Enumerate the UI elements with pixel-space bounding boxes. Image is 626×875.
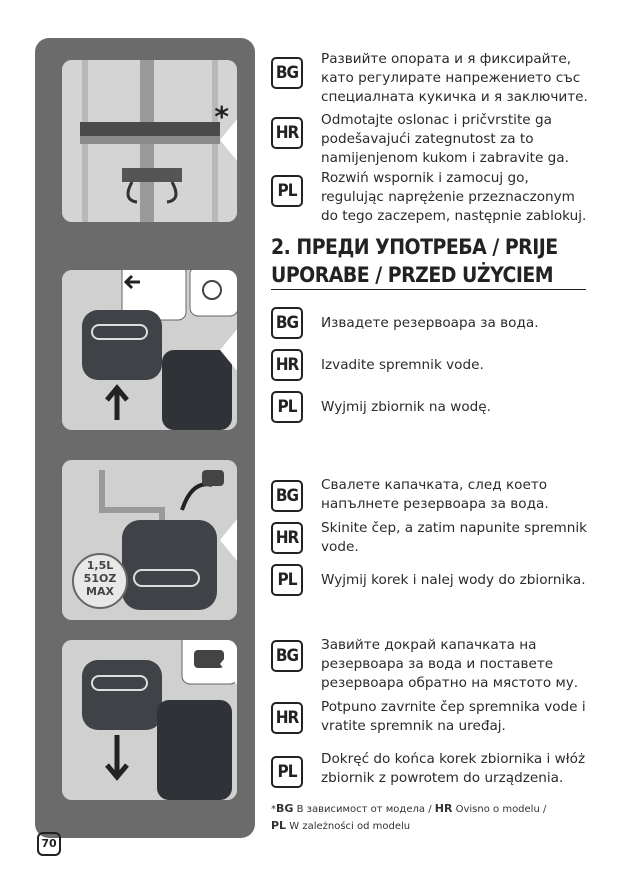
instruction-pl: Dokręć do końca korek zbiornika i włóż zbiornik z powrotem do urządzenia. — [321, 751, 586, 786]
instruction-bg: Свалете капачката, след което напълнете резервоара за вода. — [321, 477, 549, 512]
lang-label-bg: BG — [271, 480, 303, 512]
footnote: *BG В зависимост от модела / HR Ovisno o modelu / PL W zależności od modelu — [271, 802, 547, 832]
lang-label-bg: BG — [271, 640, 303, 672]
lang-label-hr: HR — [271, 117, 303, 149]
illustration-remove-tank — [62, 270, 237, 430]
asterisk-mark: * — [214, 100, 229, 133]
stand-hook-icon — [62, 60, 237, 222]
instruction-bg: Завийте докрай капачката на резервоара за вода и поставете резервоара обратно на мястото му. — [321, 637, 579, 691]
lang-label-pl: PL — [271, 391, 303, 423]
remove-tank-icon — [62, 270, 237, 430]
lang-label-pl: PL — [271, 175, 303, 207]
instruction-pl: Rozwiń wspornik i zamocuj go, regulując naprężenie przeznaczonym do tego zaczepem, następnie zablokuj. — [321, 170, 587, 224]
heading-rule — [271, 289, 586, 290]
socket-icon — [190, 270, 237, 316]
lang-label-hr: HR — [271, 702, 303, 734]
lang-label-pl: PL — [271, 564, 303, 596]
section-heading: 2. ПРЕДИ УПОТРЕБА / PRIJE UPORABE / PRZED UŻYCIEM — [271, 235, 558, 287]
reinsert-tank-icon — [62, 640, 237, 800]
lang-label-pl: PL — [271, 756, 303, 788]
instruction-bg: Развийте опората и я фиксирайте, като регулирате напрежението със специалната кукичка и я заключите. — [321, 51, 588, 105]
instruction-pl: Wyjmij korek i nalej wody do zbiornika. — [321, 572, 586, 588]
instruction-hr: Izvadite spremnik vode. — [321, 357, 484, 373]
illustration-reinsert-tank — [62, 640, 237, 800]
illustration-stand-hook — [62, 60, 237, 222]
lang-label-bg: BG — [271, 57, 303, 89]
lang-label-hr: HR — [271, 349, 303, 381]
lang-label-bg: BG — [271, 307, 303, 339]
instruction-bg: Извадете резервоара за вода. — [321, 315, 539, 331]
instruction-hr: Potpuno zavrnite čep spremnika vode i vratite spremnik na uređaj. — [321, 699, 586, 734]
capacity-badge: 1,5L 51OZ MAX — [72, 553, 128, 609]
lang-label-hr: HR — [271, 522, 303, 554]
instruction-hr: Skinite čep, a zatim napunite spremnik vode. — [321, 520, 588, 555]
instruction-pl: Wyjmij zbiornik na wodę. — [321, 399, 491, 415]
instruction-hr: Odmotajte oslonac i pričvrstite ga podešavajući zategnutost za to namijenjenom kukom i zabravite ga. — [321, 112, 569, 166]
page-number: 70 — [37, 832, 61, 856]
